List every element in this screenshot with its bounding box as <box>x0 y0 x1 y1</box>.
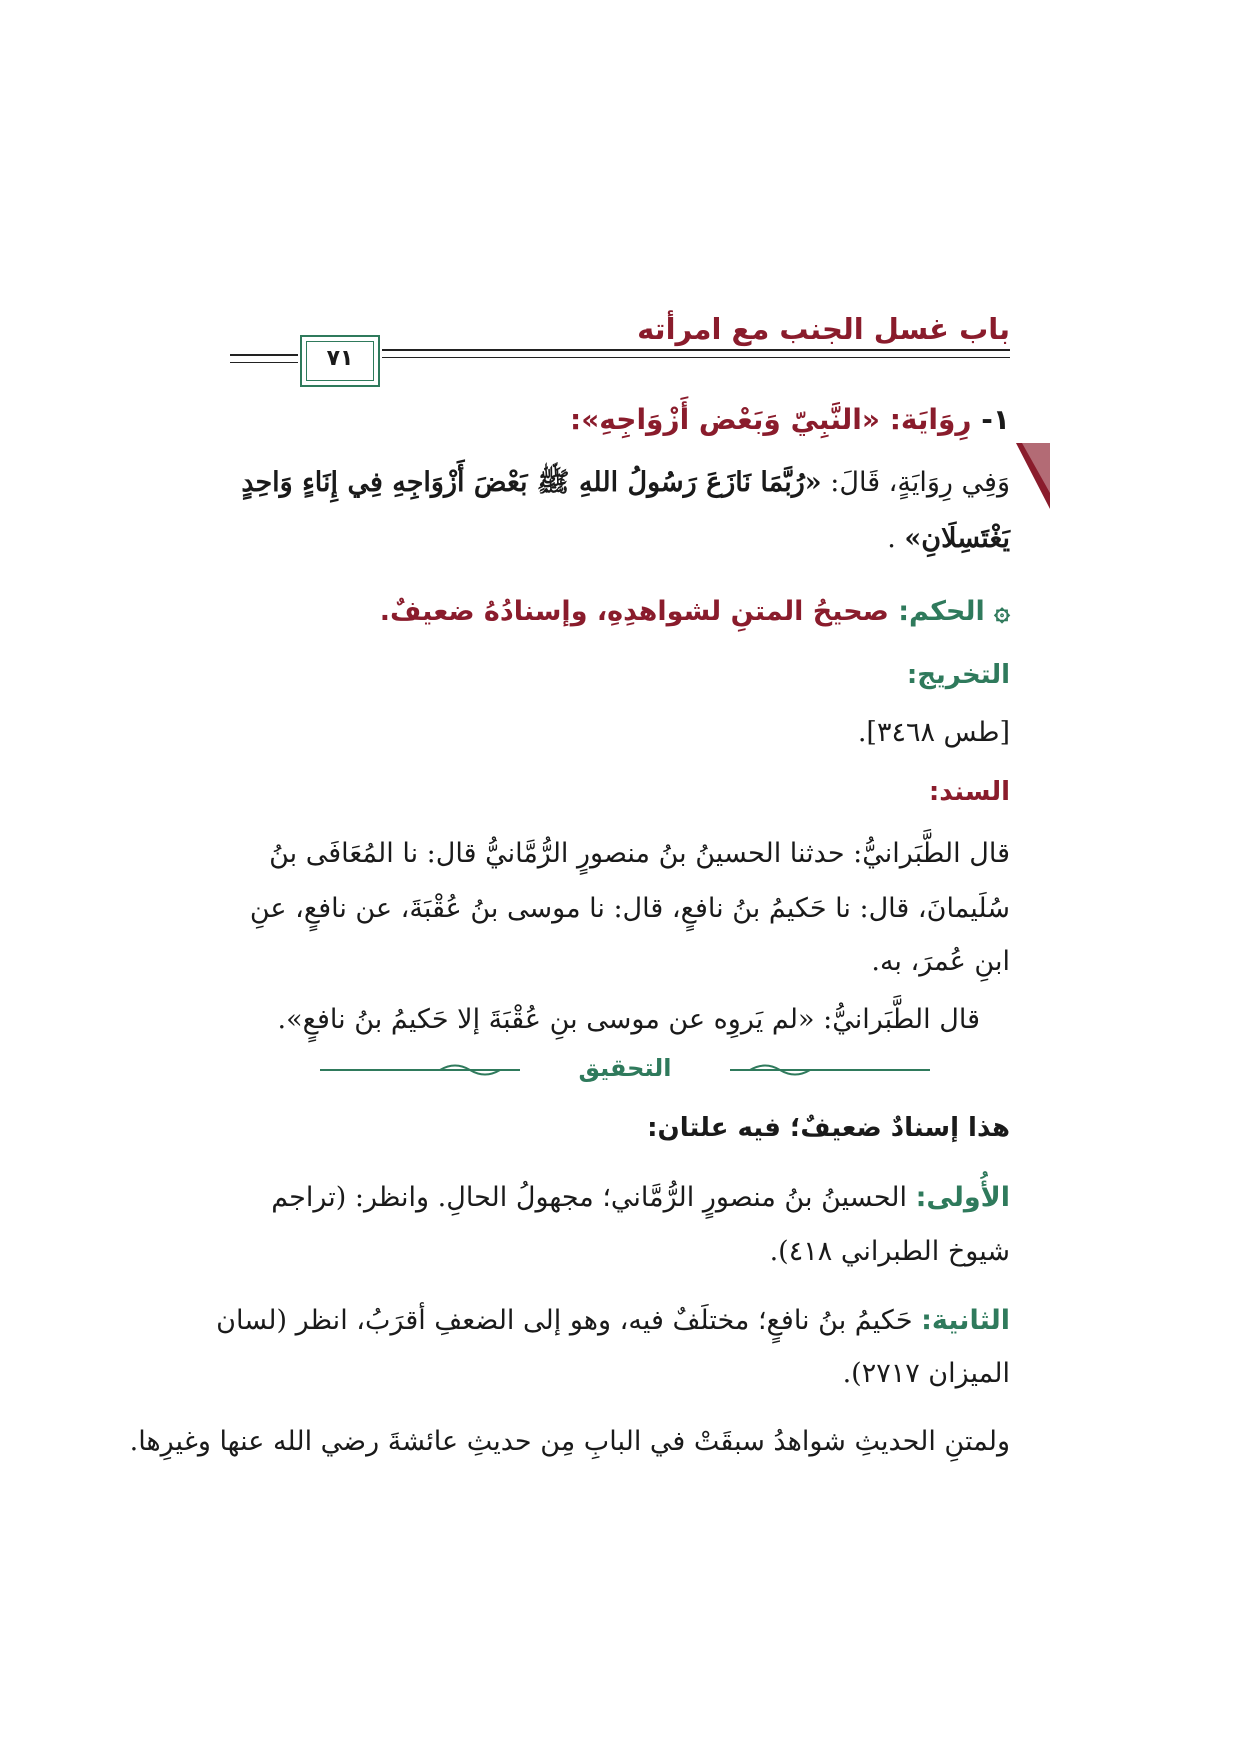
narration-matn-2: يَغْتَسِلَانِ» <box>904 523 1010 554</box>
tahqiq-second-line-1 <box>216 1305 1010 1336</box>
page-number: ٧١ <box>326 346 354 371</box>
narration-intro: وَفِي رِوَايَةٍ، قَالَ: <box>821 467 1010 498</box>
section-label: رِوَايَة: <box>889 403 972 436</box>
sanad-label: السند: <box>928 777 1010 807</box>
running-title: باب غسل الجنب مع امرأته <box>637 312 1010 346</box>
sanad-line-2: سُلَيمانَ، قال: نا حَكيمُ بنُ نافعٍ، قال: نا موسى بنُ عُقْبَةَ، عن نافعٍ، عنِ <box>249 893 1010 924</box>
header-rule-right-top <box>382 349 1010 351</box>
tahqiq-conclusion: ولمتنِ الحديثِ شواهدُ سبقَتْ في البابِ مِن حديثِ عائشةَ رضي الله عنها وغيرِها. <box>129 1426 1010 1457</box>
ruling-label: الحكم: <box>898 596 985 627</box>
takhrij-text: [طس ٣٤٦٨]. <box>857 717 1010 748</box>
corner-ornament-icon <box>1016 443 1050 509</box>
section-heading <box>230 403 1010 436</box>
sanad-line-4: قال الطَّبَرانيُّ: «لم يَروِه عن موسى بنِ عُقْبَةَ إلا حَكيمُ بنُ نافعٍ». <box>277 1004 980 1035</box>
takhrij-label: التخريج: <box>906 660 1010 690</box>
header-rule-right-bottom <box>382 357 1010 358</box>
second-defect-label: الثانية: <box>921 1305 1010 1336</box>
ruling-line <box>230 596 1010 627</box>
narration-matn-1: «رُبَّمَا نَازَعَ رَسُولُ اللهِ ﷺ بَعْضَ أَزْوَاجِهِ فِي إِنَاءٍ وَاحِدٍ <box>241 467 822 498</box>
sanad-line-1: قال الطَّبَرانيُّ: حدثنا الحسينُ بنُ منصورٍ الرُّمَّانيُّ قال: نا المُعَافَى بنُ <box>269 838 1010 869</box>
first-defect-text: الحسينُ بنُ منصورٍ الرُّمَّاني؛ مجهولُ الحالِ. وانظر: (تراجم <box>271 1182 916 1213</box>
second-defect-text: حَكيمُ بنُ نافعٍ؛ مختلَفٌ فيه، وهو إلى الضعفِ أقرَبُ، انظر (لسان <box>216 1305 922 1336</box>
narration-end: . <box>887 523 905 554</box>
ruling-symbol-icon: ۞ <box>994 596 1010 627</box>
header-rule-left-bottom <box>230 362 298 363</box>
tahqiq-second-line-2: الميزان ٢٧١٧). <box>842 1358 1010 1389</box>
section-title: «النَّبِيّ وَبَعْض أَزْوَاجِهِ»: <box>570 403 880 436</box>
page-number-frame <box>300 335 380 387</box>
section-number: ١- <box>981 403 1010 436</box>
sanad-line-3: ابنِ عُمرَ، به. <box>871 946 1010 977</box>
narration-line-1 <box>230 465 1010 505</box>
first-defect-label: الأُولى: <box>915 1182 1010 1213</box>
tahqiq-title: التحقيق <box>578 1054 672 1082</box>
tahqiq-first-line-1 <box>230 1182 1010 1213</box>
header-rule-left-top <box>230 354 298 356</box>
tahqiq-first-line-2: شيوخ الطبراني ٤١٨). <box>769 1236 1010 1267</box>
narration-line-2 <box>230 523 1010 554</box>
ruling-text: صحيحُ المتنِ لشواهدِهِ، وإسنادُهُ ضعيفٌ. <box>379 596 889 627</box>
tahqiq-intro: هذا إسنادٌ ضعيفٌ؛ فيه علتان: <box>647 1113 1010 1143</box>
